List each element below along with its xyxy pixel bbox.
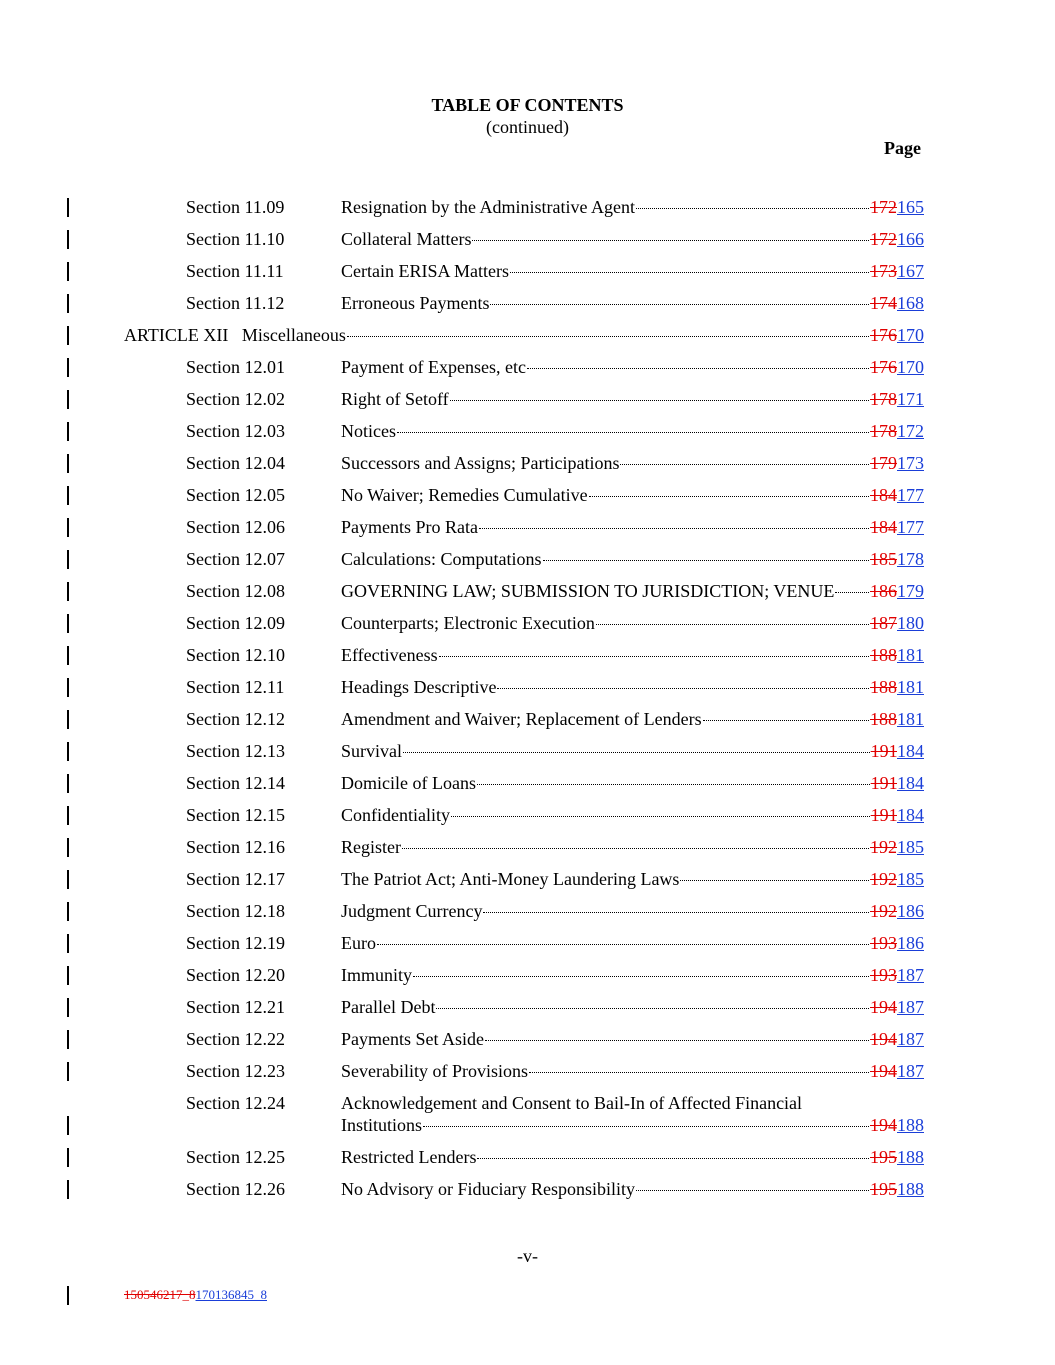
- dot-leader: [450, 399, 869, 401]
- dot-leader: [680, 879, 869, 881]
- dot-leader: [479, 527, 869, 529]
- inserted-page-number[interactable]: 181: [897, 677, 924, 697]
- deleted-page-number: 176: [870, 357, 897, 377]
- deleted-page-number: 184: [870, 517, 897, 537]
- change-bar: [67, 294, 69, 313]
- dot-leader: [529, 1071, 869, 1073]
- deleted-page-number: 191: [870, 805, 897, 825]
- section-number: Section 12.21: [186, 997, 285, 1017]
- dot-leader: [477, 783, 870, 785]
- section-number: Section 12.22: [186, 1029, 285, 1049]
- inserted-page-number[interactable]: 184: [897, 773, 924, 793]
- deleted-page-number: 187: [870, 613, 897, 633]
- section-title: Right of Setoff: [341, 389, 449, 409]
- change-bar: [67, 358, 69, 377]
- change-bar: [67, 1030, 69, 1049]
- change-bar: [67, 1148, 69, 1167]
- inserted-page-number[interactable]: 186: [897, 933, 924, 953]
- section-number: Section 12.16: [186, 837, 285, 857]
- section-number: Section 12.05: [186, 485, 285, 505]
- section-title: Counterparts; Electronic Execution: [341, 613, 595, 633]
- page-reference[interactable]: [870, 932, 924, 954]
- page-reference[interactable]: [870, 1060, 924, 1082]
- document-id: [124, 1287, 267, 1303]
- section-title: Calculations: Computations: [341, 549, 542, 569]
- toc-entry[interactable]: [0, 356, 1055, 388]
- page-reference[interactable]: [871, 804, 924, 826]
- section-title: No Advisory or Fiduciary Responsibility: [341, 1179, 635, 1199]
- dot-leader: [490, 303, 869, 305]
- toc-entry[interactable]: [0, 708, 1055, 740]
- inserted-page-number[interactable]: 185: [897, 837, 924, 857]
- page-reference[interactable]: [870, 580, 924, 602]
- toc-entry[interactable]: [0, 452, 1055, 484]
- section-number: Section 12.13: [186, 741, 285, 761]
- dot-leader: [439, 655, 869, 657]
- deleted-page-number: 186: [870, 581, 897, 601]
- document-id-deleted: 150546217_8: [124, 1287, 196, 1302]
- section-number: Section 12.11: [186, 677, 285, 697]
- section-title: Confidentiality: [341, 805, 450, 825]
- change-bar: [67, 550, 69, 569]
- change-bar: [67, 966, 69, 985]
- inserted-page-number[interactable]: 187: [897, 965, 924, 985]
- section-title: ARTICLE XII Miscellaneous: [124, 325, 346, 345]
- change-bar: [67, 774, 69, 793]
- toc-entry[interactable]: [0, 676, 1055, 708]
- deleted-page-number: 194: [870, 1029, 897, 1049]
- page-reference[interactable]: [870, 612, 924, 634]
- inserted-page-number[interactable]: 173: [897, 453, 924, 473]
- section-number: Section 12.06: [186, 517, 285, 537]
- section-title: Acknowledgement and Consent to Bail-In of Affected Financial: [341, 1093, 803, 1113]
- toc-entry[interactable]: [0, 804, 1055, 836]
- inserted-page-number[interactable]: 187: [897, 1029, 924, 1049]
- dot-leader: [485, 1039, 869, 1041]
- page-reference[interactable]: [870, 196, 924, 218]
- inserted-page-number[interactable]: 187: [897, 1061, 924, 1081]
- page-reference[interactable]: [871, 740, 924, 762]
- page-column-label: Page: [884, 138, 921, 158]
- change-bar: [67, 422, 69, 441]
- page-reference[interactable]: [870, 644, 924, 666]
- section-number: Section 12.20: [186, 965, 285, 985]
- deleted-page-number: 192: [870, 869, 897, 889]
- toc-subtitle: (continued): [486, 117, 569, 137]
- section-number: Section 12.07: [186, 549, 285, 569]
- inserted-page-number[interactable]: 170: [897, 325, 924, 345]
- toc-entry[interactable]: [0, 644, 1055, 676]
- change-bar: [67, 1180, 69, 1199]
- page-reference[interactable]: [870, 708, 924, 730]
- change-bar: [67, 998, 69, 1017]
- page-reference[interactable]: [870, 452, 924, 474]
- deleted-page-number: 195: [870, 1147, 897, 1167]
- toc-entry[interactable]: [0, 292, 1055, 324]
- toc-entry[interactable]: [0, 612, 1055, 644]
- change-bar: [67, 198, 69, 217]
- section-number: Section 12.01: [186, 357, 285, 377]
- toc-entry[interactable]: [0, 196, 1055, 228]
- change-bar: [67, 486, 69, 505]
- change-bar: [67, 870, 69, 889]
- section-title: Successors and Assigns; Participations: [341, 453, 620, 473]
- change-bar: [67, 262, 69, 281]
- dot-leader: [413, 975, 869, 977]
- dot-leader: [436, 1007, 869, 1009]
- section-number: Section 12.12: [186, 709, 285, 729]
- section-title: No Waiver; Remedies Cumulative: [341, 485, 588, 505]
- change-bar: [67, 678, 69, 697]
- deleted-page-number: 178: [870, 421, 897, 441]
- toc-entry[interactable]: [0, 772, 1055, 804]
- inserted-page-number[interactable]: 185: [897, 869, 924, 889]
- toc-entry[interactable]: [0, 228, 1055, 260]
- section-title: Severability of Provisions: [341, 1061, 528, 1081]
- toc-entry[interactable]: [0, 1092, 1055, 1146]
- page-reference[interactable]: [870, 836, 924, 858]
- deleted-page-number: 176: [870, 325, 897, 345]
- toc-entry[interactable]: [0, 260, 1055, 292]
- section-number: Section 12.02: [186, 389, 285, 409]
- deleted-page-number: 174: [870, 293, 897, 313]
- inserted-page-number[interactable]: 181: [897, 709, 924, 729]
- dot-leader: [636, 1189, 869, 1191]
- section-number: Section 12.18: [186, 901, 285, 921]
- deleted-page-number: 194: [870, 1061, 897, 1081]
- inserted-page-number[interactable]: 165: [897, 197, 924, 217]
- page-reference[interactable]: [870, 1028, 924, 1050]
- document-id-inserted: 170136845_8: [195, 1287, 267, 1302]
- deleted-page-number: 191: [870, 741, 897, 761]
- change-bar: [67, 838, 69, 857]
- inserted-page-number[interactable]: 184: [897, 741, 924, 761]
- inserted-page-number[interactable]: 177: [897, 517, 924, 537]
- toc-entry[interactable]: [0, 1146, 1055, 1178]
- section-number: Section 12.26: [186, 1179, 285, 1199]
- dot-leader: [620, 463, 869, 465]
- page-reference[interactable]: [870, 1178, 924, 1200]
- page-reference[interactable]: [870, 292, 924, 314]
- dot-leader: [472, 239, 869, 241]
- toc-entry[interactable]: [0, 1178, 1055, 1210]
- inserted-page-number[interactable]: 172: [897, 421, 924, 441]
- section-title: Restricted Lenders: [341, 1147, 477, 1167]
- section-number: Section 12.25: [186, 1147, 285, 1167]
- inserted-page-number[interactable]: 184: [897, 805, 924, 825]
- deleted-page-number: 193: [870, 965, 897, 985]
- page-reference[interactable]: [871, 772, 924, 794]
- inserted-page-number[interactable]: 188: [897, 1147, 924, 1167]
- section-number: Section 12.23: [186, 1061, 285, 1081]
- section-title: Payment of Expenses, etc: [341, 357, 526, 377]
- section-title: Effectiveness: [341, 645, 438, 665]
- dot-leader: [589, 495, 869, 497]
- inserted-page-number[interactable]: 177: [897, 485, 924, 505]
- change-bar: [67, 710, 69, 729]
- dot-leader: [527, 367, 869, 369]
- page-reference[interactable]: [870, 516, 924, 538]
- deleted-page-number: 188: [870, 645, 897, 665]
- change-bar: [67, 806, 69, 825]
- dot-leader: [497, 687, 869, 689]
- inserted-page-number[interactable]: 166: [897, 229, 924, 249]
- section-number: Section 11.09: [186, 197, 285, 217]
- section-title: Parallel Debt: [341, 997, 436, 1017]
- section-number: Section 11.10: [186, 229, 285, 249]
- section-title-continued: Institutions: [341, 1115, 423, 1135]
- dot-leader: [483, 911, 869, 913]
- section-number: Section 12.09: [186, 613, 285, 633]
- deleted-page-number: 193: [870, 933, 897, 953]
- deleted-page-number: 173: [870, 261, 897, 281]
- deleted-page-number: 191: [870, 773, 897, 793]
- toc-entry[interactable]: [0, 868, 1055, 900]
- section-number: Section 12.04: [186, 453, 285, 473]
- deleted-page-number: 179: [870, 453, 897, 473]
- dot-leader: [403, 751, 870, 753]
- dot-leader: [347, 335, 869, 337]
- inserted-page-number[interactable]: 181: [897, 645, 924, 665]
- inserted-page-number[interactable]: 168: [897, 293, 924, 313]
- section-number: Section 12.03: [186, 421, 285, 441]
- deleted-page-number: 172: [870, 229, 897, 249]
- dot-leader: [510, 271, 869, 273]
- toc-list: [0, 196, 1055, 1210]
- deleted-page-number: 184: [870, 485, 897, 505]
- page-reference[interactable]: [870, 228, 924, 250]
- section-title: Survival: [341, 741, 402, 761]
- toc-entry[interactable]: [0, 420, 1055, 452]
- change-bar: [67, 934, 69, 953]
- inserted-page-number[interactable]: 180: [897, 613, 924, 633]
- dot-leader: [477, 1157, 869, 1159]
- section-title: Domicile of Loans: [341, 773, 476, 793]
- section-title: Judgment Currency: [341, 901, 483, 921]
- section-title: Erroneous Payments: [341, 293, 490, 313]
- inserted-page-number[interactable]: 179: [897, 581, 924, 601]
- change-bar: [67, 390, 69, 409]
- dot-leader: [402, 847, 869, 849]
- change-bar: [67, 614, 69, 633]
- change-bar: [67, 230, 69, 249]
- inserted-page-number[interactable]: 178: [897, 549, 924, 569]
- page-reference[interactable]: [870, 1114, 924, 1136]
- deleted-page-number: 194: [870, 997, 897, 1017]
- section-number: Section 11.12: [186, 293, 285, 313]
- dot-leader: [636, 207, 869, 209]
- section-title: Payments Set Aside: [341, 1029, 484, 1049]
- change-bar: [67, 1062, 69, 1081]
- section-title: Resignation by the Administrative Agent: [341, 197, 635, 217]
- section-number: Section 12.14: [186, 773, 285, 793]
- section-number: Section 12.08: [186, 581, 285, 601]
- section-number: Section 11.11: [186, 261, 284, 281]
- inserted-page-number[interactable]: 167: [897, 261, 924, 281]
- inserted-page-number[interactable]: 188: [897, 1179, 924, 1199]
- section-title: Headings Descriptive: [341, 677, 497, 697]
- dot-leader: [703, 719, 869, 721]
- section-title: Notices: [341, 421, 396, 441]
- dot-leader: [377, 943, 869, 945]
- deleted-page-number: 172: [870, 197, 897, 217]
- section-title: Collateral Matters: [341, 229, 472, 249]
- section-title: Immunity: [341, 965, 412, 985]
- section-number: Section 12.19: [186, 933, 285, 953]
- toc-entry[interactable]: [0, 964, 1055, 996]
- toc-entry[interactable]: [0, 484, 1055, 516]
- page-reference[interactable]: [870, 900, 924, 922]
- inserted-page-number[interactable]: 187: [897, 997, 924, 1017]
- toc-entry[interactable]: [0, 996, 1055, 1028]
- deleted-page-number: 192: [870, 901, 897, 921]
- change-bar: [67, 454, 69, 473]
- inserted-page-number[interactable]: 186: [897, 901, 924, 921]
- page-reference[interactable]: [870, 868, 924, 890]
- section-title: Payments Pro Rata: [341, 517, 478, 537]
- page-reference[interactable]: [870, 676, 924, 698]
- inserted-page-number[interactable]: 171: [897, 389, 924, 409]
- page-reference[interactable]: [870, 1146, 924, 1168]
- change-bar: [67, 902, 69, 921]
- page-reference[interactable]: [870, 548, 924, 570]
- section-title: Register: [341, 837, 401, 857]
- dot-leader: [835, 591, 869, 593]
- section-number: Section 12.10: [186, 645, 285, 665]
- toc-entry[interactable]: [0, 836, 1055, 868]
- page-reference[interactable]: [870, 996, 924, 1018]
- page-reference[interactable]: [870, 356, 924, 378]
- toc-title: TABLE OF CONTENTS: [431, 95, 624, 115]
- dot-leader: [451, 815, 870, 817]
- deleted-page-number: 185: [870, 549, 897, 569]
- section-title: Euro: [341, 933, 376, 953]
- section-title: The Patriot Act; Anti-Money Laundering Laws: [341, 869, 680, 889]
- page-reference[interactable]: [870, 324, 924, 346]
- change-bar: [67, 326, 69, 345]
- page-reference[interactable]: [870, 260, 924, 282]
- change-bar: [67, 742, 69, 761]
- dot-leader: [397, 431, 869, 433]
- page-reference[interactable]: [870, 964, 924, 986]
- section-title: GOVERNING LAW; SUBMISSION TO JURISDICTION; VENUE: [341, 581, 835, 601]
- change-bar: [67, 518, 69, 537]
- deleted-page-number: 195: [870, 1179, 897, 1199]
- inserted-page-number[interactable]: 188: [897, 1115, 924, 1135]
- change-bar: [67, 646, 69, 665]
- dot-leader: [423, 1125, 869, 1127]
- toc-entry[interactable]: [0, 740, 1055, 772]
- toc-entry[interactable]: [0, 548, 1055, 580]
- toc-entry[interactable]: [0, 580, 1055, 612]
- page-number: -v-: [517, 1246, 538, 1266]
- toc-entry[interactable]: [0, 516, 1055, 548]
- deleted-page-number: 192: [870, 837, 897, 857]
- change-bar: [67, 1116, 69, 1135]
- toc-entry[interactable]: [0, 1028, 1055, 1060]
- deleted-page-number: 188: [870, 677, 897, 697]
- toc-entry[interactable]: [0, 932, 1055, 964]
- page-reference[interactable]: [870, 388, 924, 410]
- change-bar: [67, 1286, 69, 1305]
- section-title: Certain ERISA Matters: [341, 261, 509, 281]
- section-number: Section 12.24: [186, 1093, 285, 1113]
- page-reference[interactable]: [870, 484, 924, 506]
- deleted-page-number: 188: [870, 709, 897, 729]
- dot-leader: [543, 559, 870, 561]
- page-reference[interactable]: [870, 420, 924, 442]
- dot-leader: [596, 623, 869, 625]
- toc-entry[interactable]: [0, 388, 1055, 420]
- section-number: Section 12.17: [186, 869, 285, 889]
- section-title: Amendment and Waiver; Replacement of Lenders: [341, 709, 702, 729]
- section-number: Section 12.15: [186, 805, 285, 825]
- inserted-page-number[interactable]: 170: [897, 357, 924, 377]
- deleted-page-number: 194: [870, 1115, 897, 1135]
- deleted-page-number: 178: [870, 389, 897, 409]
- change-bar: [67, 582, 69, 601]
- toc-entry[interactable]: [0, 900, 1055, 932]
- toc-article-entry[interactable]: [0, 324, 1055, 356]
- toc-entry[interactable]: [0, 1060, 1055, 1092]
